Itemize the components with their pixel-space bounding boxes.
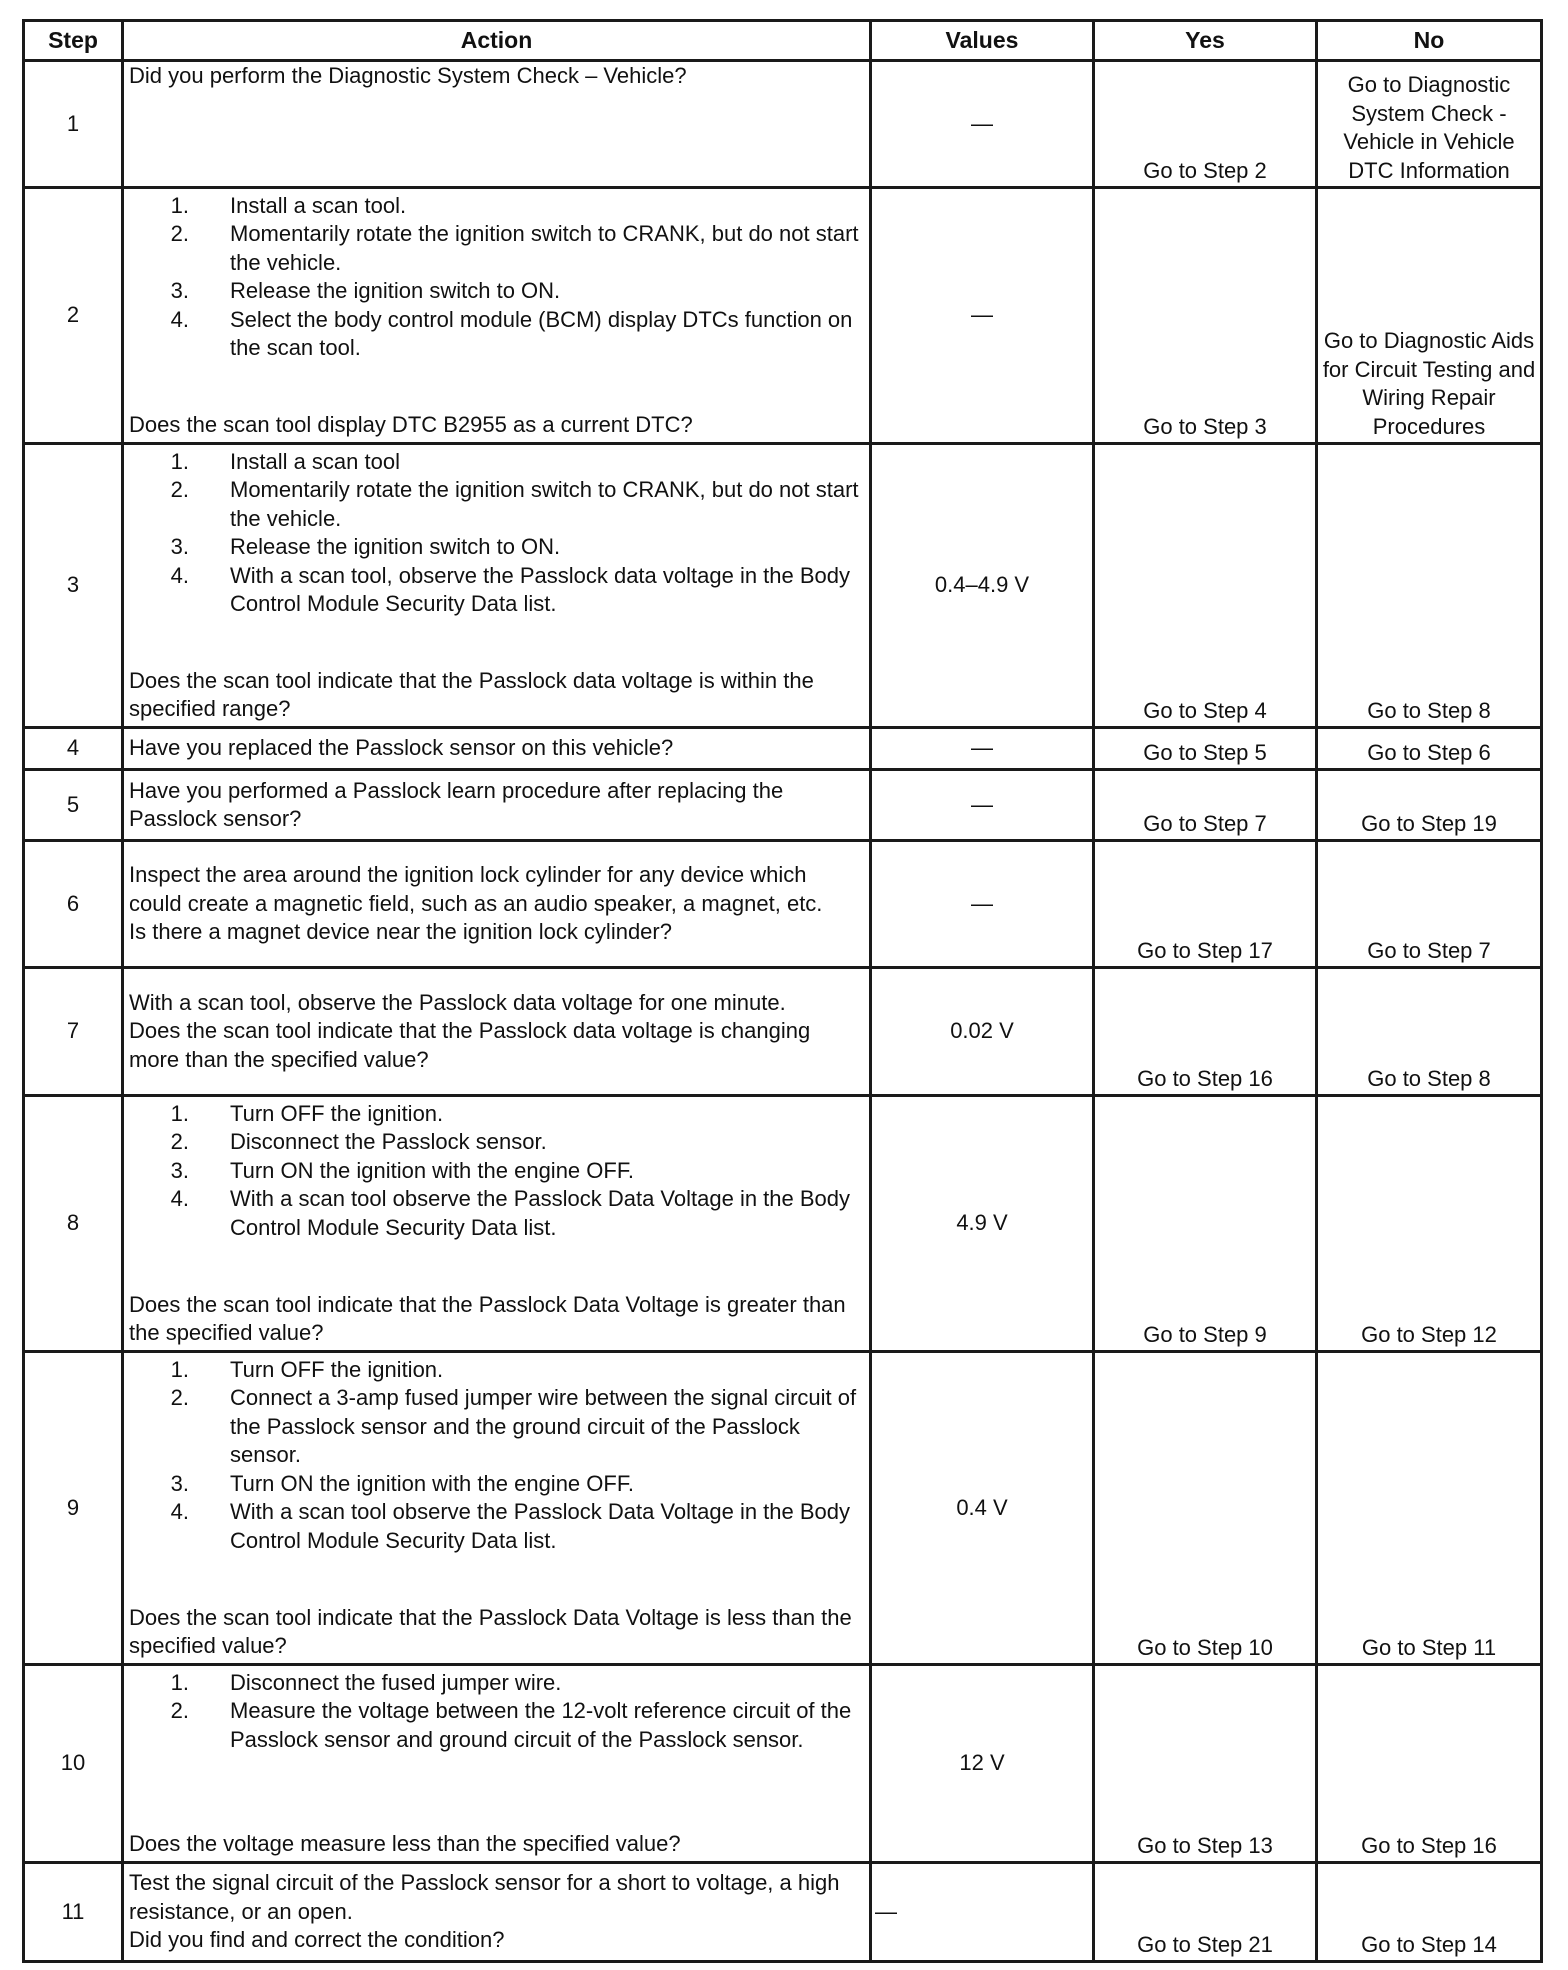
values-cell: — bbox=[872, 771, 1095, 842]
action-cell bbox=[124, 1864, 872, 1963]
yes-link[interactable]: Go to Step 21 bbox=[1095, 1864, 1318, 1963]
table-row bbox=[22, 445, 1543, 729]
list-item: 1. Install a scan tool bbox=[170, 448, 400, 474]
no-link[interactable]: Go to Step 19 bbox=[1318, 771, 1543, 842]
table-row bbox=[22, 842, 1543, 969]
list-item: 2. Disconnect the Passlock sensor. bbox=[170, 1129, 547, 1154]
list-item: 2. Momentarily rotate the ignition switch to CRANK, but do not start the vehicle. bbox=[170, 477, 859, 531]
list-item: 4. Select the body control module (BCM) display DTCs function on the scan tool. bbox=[170, 306, 853, 360]
no-link[interactable]: Go to Step 8 bbox=[1318, 445, 1543, 729]
no-link[interactable]: Go to Diagnostic System Check - Vehicle in Vehicle DTC Information bbox=[1318, 62, 1543, 189]
action-cell bbox=[124, 189, 872, 445]
yes-link[interactable]: Go to Step 16 bbox=[1095, 969, 1318, 1097]
yes-link[interactable]: Go to Step 9 bbox=[1095, 1097, 1318, 1353]
question-text: Does the voltage measure less than the specified value? bbox=[129, 1831, 681, 1856]
table-row bbox=[22, 1666, 1543, 1864]
list-item: 2. Connect a 3-amp fused jumper wire between the signal circuit of the Passlock sensor and the ground circuit of the Passlock sensor. bbox=[170, 1385, 857, 1467]
question-text: Does the scan tool indicate that the Passlock Data Voltage is less than the specified value? bbox=[129, 1604, 852, 1658]
step-number: 2 bbox=[22, 189, 124, 445]
action-cell bbox=[124, 445, 872, 729]
question-text: Is there a magnet device near the ignition lock cylinder? bbox=[129, 919, 672, 945]
step-number: 3 bbox=[22, 445, 124, 729]
step-number: 1 bbox=[22, 62, 124, 189]
list-item: 1. Install a scan tool. bbox=[170, 192, 407, 218]
header-yes: Yes bbox=[1095, 19, 1318, 62]
action-text: Test the signal circuit of the Passlock sensor for a short to voltage, a high resistance, or an open. bbox=[129, 1870, 840, 1924]
action-cell bbox=[124, 1666, 872, 1864]
question-text: Does the scan tool indicate that the Passlock data voltage is changing more than the specified value? bbox=[129, 1018, 811, 1072]
no-link[interactable]: Go to Step 16 bbox=[1318, 1666, 1543, 1864]
action-cell bbox=[124, 1353, 872, 1666]
yes-link[interactable]: Go to Step 4 bbox=[1095, 445, 1318, 729]
values-cell: 0.02 V bbox=[872, 969, 1095, 1097]
values-cell: — bbox=[872, 729, 1095, 771]
values-cell: — bbox=[872, 842, 1095, 969]
yes-link[interactable]: Go to Step 13 bbox=[1095, 1666, 1318, 1864]
no-link[interactable]: Go to Step 7 bbox=[1318, 842, 1543, 969]
step-number: 5 bbox=[22, 771, 124, 842]
list-item: 3. Release the ignition switch to ON. bbox=[170, 278, 561, 303]
action-text: Did you perform the Diagnostic System Check – Vehicle? bbox=[129, 63, 687, 88]
table-row bbox=[22, 62, 1543, 189]
action-text: Inspect the area around the ignition lock cylinder for any device which could create a magnetic field, such as an audio speaker, a magnet, etc. bbox=[129, 862, 823, 916]
list-item: 1. Turn OFF the ignition. bbox=[170, 1356, 444, 1382]
procedure-list bbox=[129, 1356, 865, 1556]
step-number: 9 bbox=[22, 1353, 124, 1666]
header-action: Action bbox=[124, 19, 872, 62]
procedure-list bbox=[129, 448, 865, 619]
step-number: 6 bbox=[22, 842, 124, 969]
header-values: Values bbox=[872, 19, 1095, 62]
action-text: Have you performed a Passlock learn procedure after replacing the Passlock sensor? bbox=[124, 771, 872, 842]
action-cell bbox=[124, 842, 872, 969]
values-cell: 0.4–4.9 V bbox=[872, 445, 1095, 729]
list-item: 4. With a scan tool observe the Passlock Data Voltage in the Body Control Module Security Data list. bbox=[170, 1186, 851, 1240]
list-item: 4. With a scan tool, observe the Passlock data voltage in the Body Control Module Security Data list. bbox=[170, 562, 851, 616]
table-row bbox=[22, 771, 1543, 842]
values-cell: — bbox=[872, 1864, 1095, 1963]
diagnostic-table bbox=[22, 19, 1543, 1963]
action-text: Have you replaced the Passlock sensor on this vehicle? bbox=[124, 729, 872, 771]
question-text: Did you find and correct the condition? bbox=[129, 1927, 505, 1953]
yes-link[interactable]: Go to Step 7 bbox=[1095, 771, 1318, 842]
action-cell bbox=[124, 1097, 872, 1353]
procedure-list bbox=[129, 1669, 865, 1755]
yes-link[interactable]: Go to Step 3 bbox=[1095, 189, 1318, 445]
no-link[interactable]: Go to Step 12 bbox=[1318, 1097, 1543, 1353]
procedure-list bbox=[129, 1100, 865, 1243]
table-row bbox=[22, 1864, 1543, 1963]
no-link[interactable]: Go to Step 8 bbox=[1318, 969, 1543, 1097]
table-row bbox=[22, 1097, 1543, 1353]
list-item: 1. Disconnect the fused jumper wire. bbox=[170, 1669, 562, 1695]
list-item: 1. Turn OFF the ignition. bbox=[170, 1100, 444, 1126]
values-cell: 12 V bbox=[872, 1666, 1095, 1864]
no-link[interactable]: Go to Step 14 bbox=[1318, 1864, 1543, 1963]
header-no: No bbox=[1318, 19, 1543, 62]
action-cell bbox=[124, 62, 872, 189]
question-text: Does the scan tool indicate that the Passlock data voltage is within the specified range? bbox=[129, 667, 814, 721]
step-number: 7 bbox=[22, 969, 124, 1097]
values-cell: — bbox=[872, 189, 1095, 445]
no-link[interactable]: Go to Step 6 bbox=[1318, 729, 1543, 771]
step-number: 10 bbox=[22, 1666, 124, 1864]
yes-link[interactable]: Go to Step 10 bbox=[1095, 1353, 1318, 1666]
action-text: With a scan tool, observe the Passlock data voltage for one minute. bbox=[129, 989, 786, 1015]
values-cell: — bbox=[872, 62, 1095, 189]
action-cell bbox=[124, 969, 872, 1097]
procedure-list bbox=[129, 192, 865, 363]
no-link[interactable]: Go to Step 11 bbox=[1318, 1353, 1543, 1666]
table-row bbox=[22, 1353, 1543, 1666]
list-item: 2. Measure the voltage between the 12-volt reference circuit of the Passlock sensor and ground circuit of the Passlock sensor. bbox=[170, 1698, 852, 1752]
list-item: 4. With a scan tool observe the Passlock Data Voltage in the Body Control Module Security Data list. bbox=[170, 1499, 851, 1553]
list-item: 3. Turn ON the ignition with the engine OFF. bbox=[170, 1470, 634, 1496]
yes-link[interactable]: Go to Step 5 bbox=[1095, 729, 1318, 771]
step-number: 8 bbox=[22, 1097, 124, 1353]
header-step: Step bbox=[22, 19, 124, 62]
step-number: 11 bbox=[22, 1864, 124, 1963]
table-row bbox=[22, 729, 1543, 771]
yes-link[interactable]: Go to Step 2 bbox=[1095, 62, 1318, 189]
table-row bbox=[22, 189, 1543, 445]
question-text: Does the scan tool indicate that the Passlock Data Voltage is greater than the specified value? bbox=[129, 1291, 846, 1345]
list-item: 2. Momentarily rotate the ignition switch to CRANK, but do not start the vehicle. bbox=[170, 221, 859, 275]
values-cell: 0.4 V bbox=[872, 1353, 1095, 1666]
header-row bbox=[22, 19, 1543, 62]
list-item: 3. Turn ON the ignition with the engine OFF. bbox=[170, 1157, 634, 1183]
yes-link[interactable]: Go to Step 17 bbox=[1095, 842, 1318, 969]
values-cell: 4.9 V bbox=[872, 1097, 1095, 1353]
list-item: 3. Release the ignition switch to ON. bbox=[170, 534, 561, 559]
table-row bbox=[22, 969, 1543, 1097]
step-number: 4 bbox=[22, 729, 124, 771]
no-link[interactable]: Go to Diagnostic Aids for Circuit Testing and Wiring Repair Procedures bbox=[1318, 189, 1543, 445]
question-text: Does the scan tool display DTC B2955 as a current DTC? bbox=[129, 412, 693, 437]
